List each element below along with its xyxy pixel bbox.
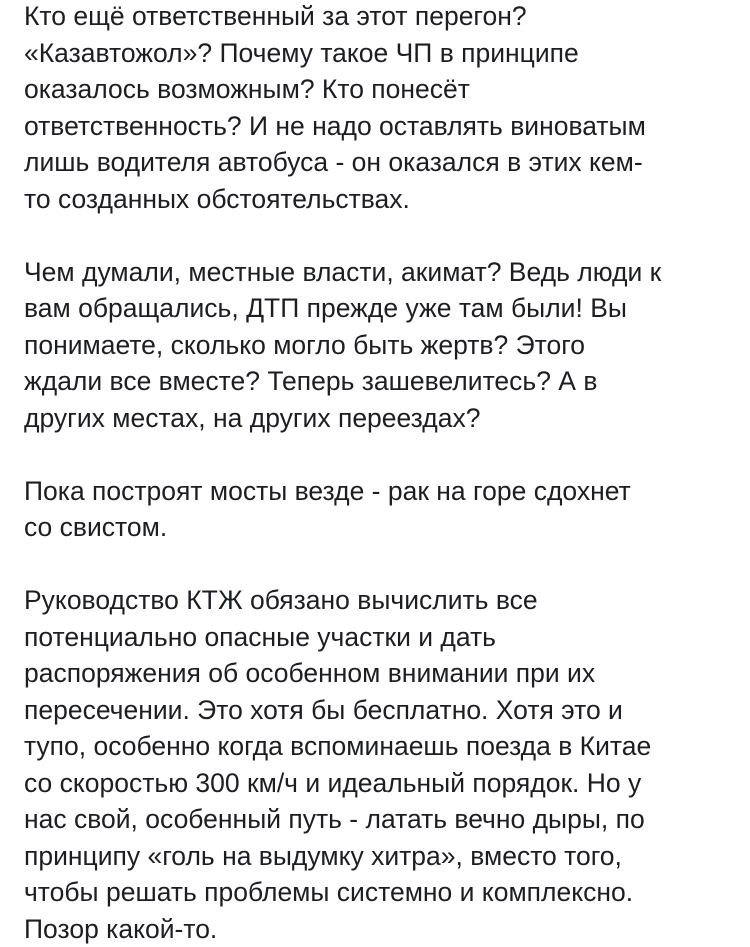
text-line: распоряжения об особенном внимании при их: [24, 655, 744, 692]
text-line: вам обращались, ДТП прежде уже там были! Вы: [24, 290, 744, 327]
paragraph-gap: [24, 217, 744, 254]
text-line: пересечении. Это хотя бы бесплатно. Хотя это и: [24, 692, 744, 729]
text-line: потенциально опасные участки и дать: [24, 619, 744, 656]
paragraph-1: [24, 0, 744, 217]
text-line: со свистом.: [24, 509, 744, 546]
paragraph-4: [24, 582, 744, 947]
text-line: принципу «голь на выдумку хитра», вместо того,: [24, 838, 744, 875]
text-line: ответственность? И не надо оставлять виноватым: [24, 108, 744, 145]
paragraph-2: [24, 254, 744, 437]
text-line: других местах, на других переездах?: [24, 400, 744, 437]
paragraph-3: [24, 473, 744, 546]
text-line: тупо, особенно когда вспоминаешь поезда в Китае: [24, 728, 744, 765]
text-line: нас свой, особенный путь - латать вечно дыры, по: [24, 801, 744, 838]
text-line: понимаете, сколько могло быть жертв? Этого: [24, 327, 744, 364]
text-line: Кто ещё ответственный за этот перегон?: [24, 0, 744, 35]
text-line: Позор какой-то.: [24, 911, 744, 947]
text-line: Чем думали, местные власти, акимат? Ведь люди к: [24, 254, 744, 291]
post-body: [24, 0, 744, 947]
text-line: то созданных обстоятельствах.: [24, 181, 744, 218]
text-line: ждали все вместе? Теперь зашевелитесь? А в: [24, 363, 744, 400]
text-line: Пока построят мосты везде - рак на горе сдохнет: [24, 473, 744, 510]
paragraph-gap: [24, 436, 744, 473]
text-line: лишь водителя автобуса - он оказался в этих кем-: [24, 144, 744, 181]
text-line: со скоростью 300 км/ч и идеальный порядок. Но у: [24, 765, 744, 802]
text-line: Руководство КТЖ обязано вычислить все: [24, 582, 744, 619]
text-line: «Казавтожол»? Почему такое ЧП в принципе: [24, 35, 744, 72]
text-line: чтобы решать проблемы системно и комплексно.: [24, 874, 744, 911]
paragraph-gap: [24, 546, 744, 583]
text-line: оказалось возможным? Кто понесёт: [24, 71, 744, 108]
